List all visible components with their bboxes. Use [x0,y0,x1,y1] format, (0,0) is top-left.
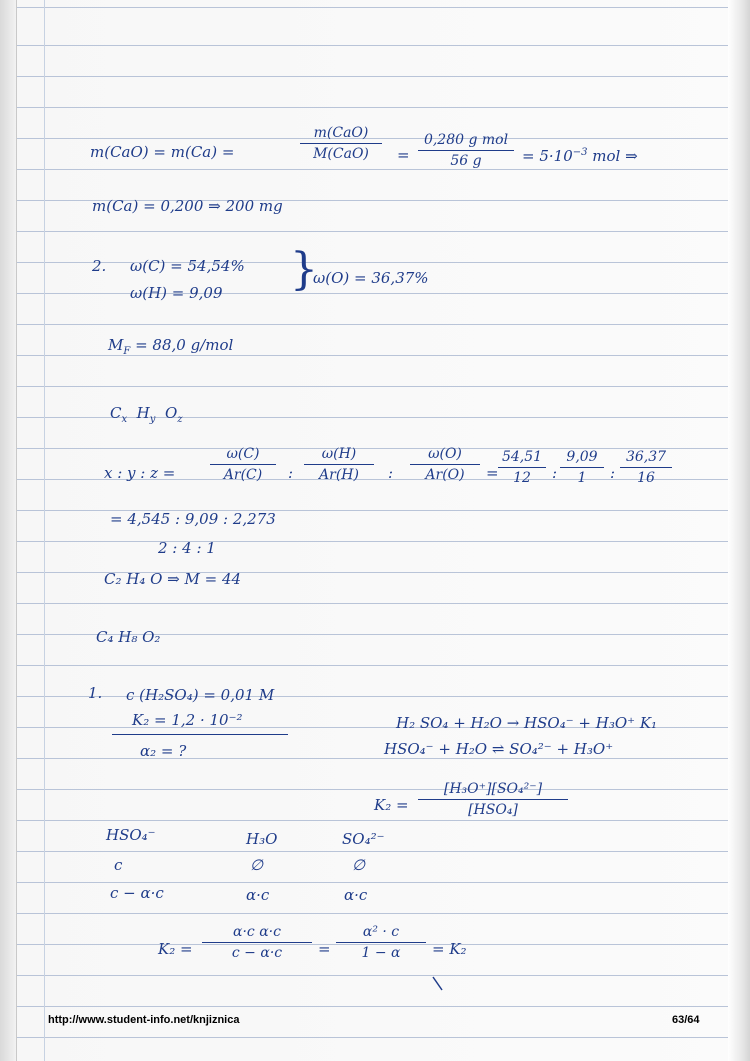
given-underline [112,734,288,735]
fraction-numerator: 9,09 [566,449,598,465]
molar-mass-symbol: M [108,336,124,354]
formula-c: C [110,404,122,422]
ratio-colon: : [610,464,616,482]
curly-brace: } [290,244,318,295]
fraction-denominator: [HSO₄] [468,802,518,818]
mass-fraction-carbon: ω(C) = 54,54% [130,257,245,275]
fraction-hydrogen-value [560,450,604,485]
fraction-carbon-value [498,450,546,485]
k2-expression-lhs: K₂ = [374,796,409,814]
molecular-formula-line: C₄ H₈ O₂ [96,628,161,646]
ratio-lhs: x : y : z = [104,464,176,482]
ratio-integer-result: 2 : 4 : 1 [158,539,216,557]
fraction-numerator: 0,280 g mol [423,132,509,148]
final-rhs: = K₂ [432,940,467,958]
moles-unit: mol ⇒ [587,147,638,165]
fraction-numerator: α·c α·c [233,924,281,940]
pen-mark [430,974,450,994]
table-initial-h3o: ∅ [250,856,264,874]
fraction-numerator: m(CaO) [313,125,369,141]
fraction-denominator: 56 g [450,153,482,169]
fraction-m-over-molar-cao [300,126,382,161]
fraction-denominator: Ar(O) [425,467,465,483]
formula-c-index: x [121,414,128,425]
fraction-mass-value [418,133,514,168]
fraction-final-right [336,925,426,960]
fraction-numerator: ω(H) [321,446,357,462]
moles-value: = 5·10 [522,147,573,165]
fraction-numerator: ω(C) [226,446,260,462]
fraction-w-o [410,447,480,482]
table-eq-hso4: c − α·c [110,884,164,902]
footer-url: http://www.student-info.net/knjiznica [48,1014,240,1026]
fraction-numerator: [H₃O⁺][SO₄²⁻] [443,781,543,797]
molar-mass-line [108,338,233,357]
equals-sign: = [397,146,410,164]
final-k2-lhs: K₂ = [158,940,193,958]
formula-h-index: y [149,414,156,425]
k2-given-line: K₂ = 1,2 · 10⁻² [132,711,243,729]
ratio-decimal-result: = 4,545 : 9,09 : 2,273 [110,510,276,528]
reaction-second-dissociation: HSO₄⁻ + H₂O ⇌ SO₄²⁻ + H₃O⁺ [384,740,614,758]
moles-exponent: −3 [572,147,588,158]
problem-number-2: 2. [92,257,107,275]
ratio-colon: : [552,464,558,482]
alpha2-unknown-line: α₂ = ? [140,742,187,760]
ratio-colon: : [388,464,394,482]
moles-result [522,148,638,164]
empirical-formula-line: C₂ H₄ O ⇒ M = 44 [104,570,242,588]
line-mass-ca: m(Ca) = 0,200 ⇒ 200 mg [92,197,283,215]
table-header-hso4: HSO₄⁻ [106,826,156,844]
general-formula [110,406,183,425]
table-eq-h3o: α·c [246,886,270,904]
fraction-numerator: 54,51 [501,449,543,465]
fraction-denominator: Ar(C) [223,467,263,483]
fraction-oxygen-value [620,450,672,485]
formula-o-index: z [177,414,183,425]
fraction-denominator: 1 [577,470,587,486]
formula-o: O [164,404,178,422]
formula-h: H [136,404,150,422]
fraction-final-left [202,925,312,960]
page-number: 63/64 [672,1014,700,1026]
fraction-denominator: M(CaO) [313,146,369,162]
margin-line [44,0,45,1061]
ratio-colon: : [288,464,294,482]
fraction-numerator: 36,37 [625,449,667,465]
fraction-numerator: α² · c [362,924,400,940]
table-initial-so4: ∅ [352,856,366,874]
reaction-first-dissociation: H₂ SO₄ + H₂O → HSO₄⁻ + H₃O⁺ K₁ [396,714,658,732]
concentration-line: c (H₂SO₄) = 0,01 M [126,686,275,704]
problem-number-1: 1. [88,684,103,702]
molar-mass-value: = 88,0 g/mol [130,336,234,354]
ratio-equals: = [486,464,499,482]
line-mass-cao: m(CaO) = m(Ca) = [90,143,235,161]
fraction-denominator: 16 [637,470,655,486]
fraction-k2-expression [418,782,568,817]
mass-fraction-hydrogen: ω(H) = 9,09 [130,284,223,302]
fraction-numerator: ω(O) [428,446,462,462]
fraction-denominator: 1 − α [361,945,401,961]
notebook-binding [0,0,17,1061]
table-header-so4: SO₄²⁻ [342,830,385,848]
mass-fraction-oxygen: ω(O) = 36,37% [313,269,429,287]
fraction-w-h [304,447,374,482]
table-header-h3o: H₃O [246,830,278,848]
fraction-denominator: 12 [513,470,531,486]
table-eq-so4: α·c [344,886,368,904]
fraction-denominator: c − α·c [231,945,283,961]
table-initial-hso4: c [114,856,123,874]
molar-mass-subscript: F [123,346,131,357]
fraction-denominator: Ar(H) [319,467,359,483]
fraction-w-c [210,447,276,482]
final-equals: = [318,940,331,958]
